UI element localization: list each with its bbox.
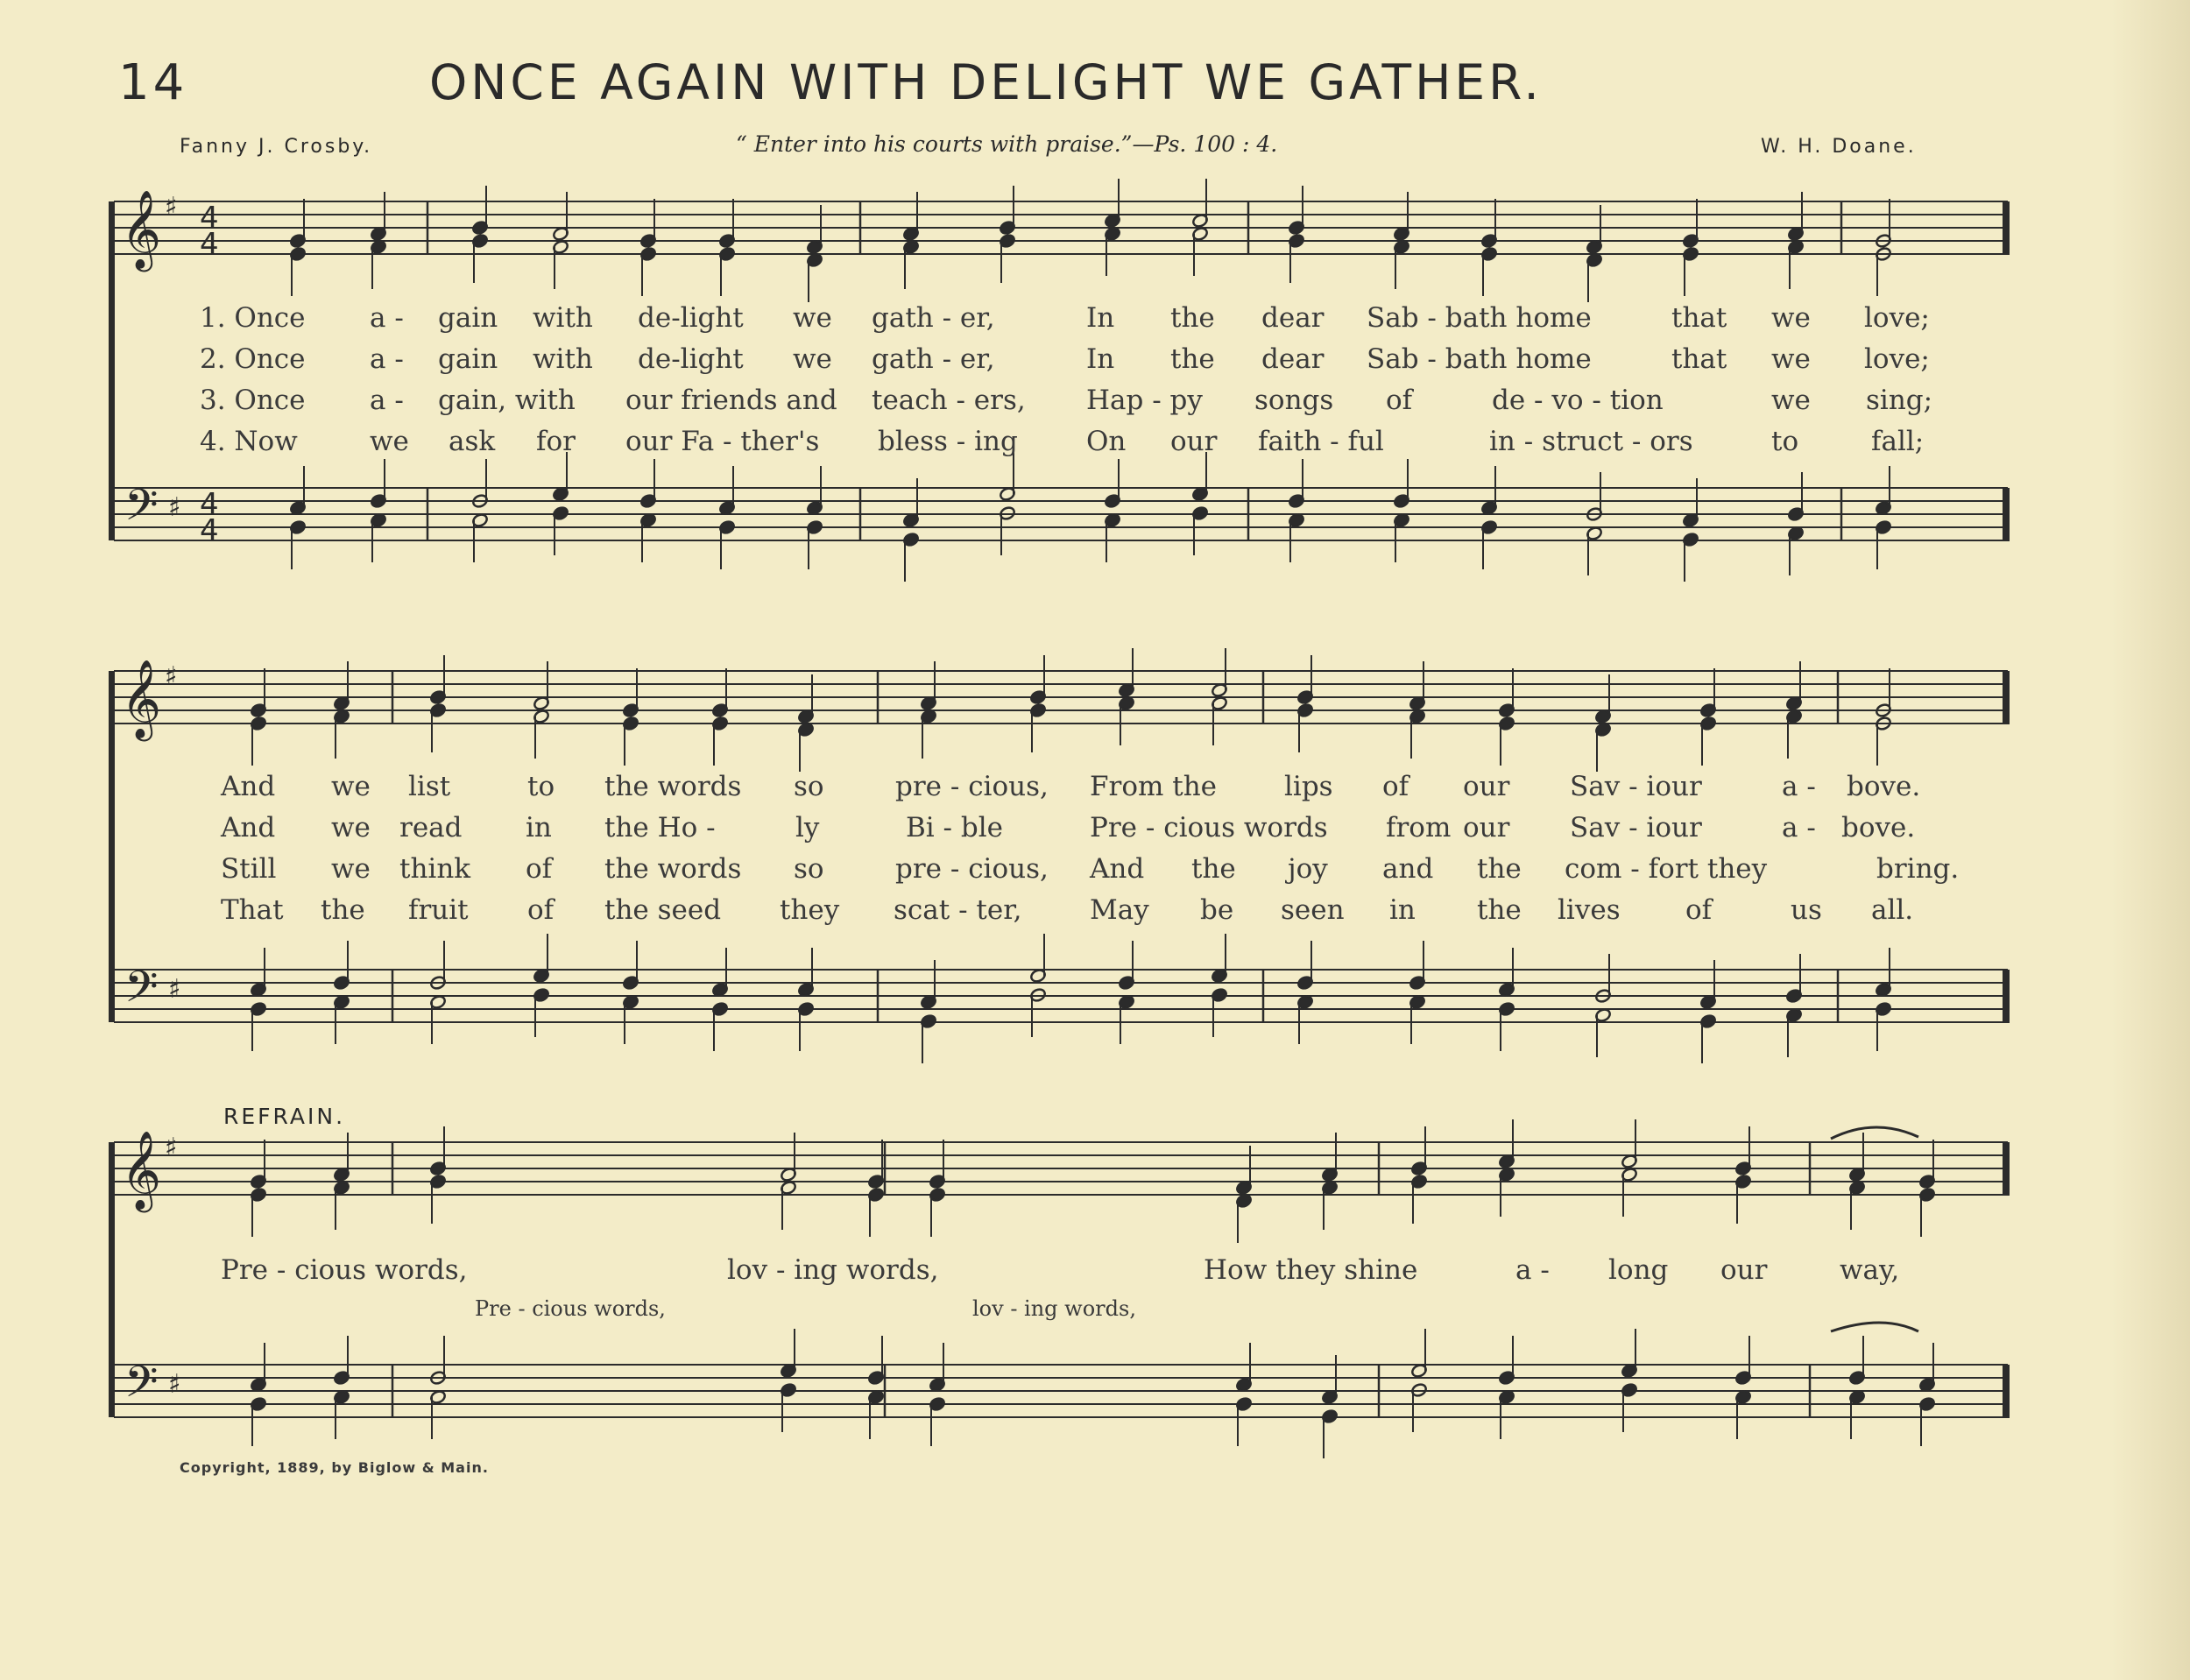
bass-clef-icon: 𝄢 — [124, 962, 159, 1023]
time-signature-icon: 4 — [200, 227, 219, 262]
hymn-title: ONCE AGAIN WITH DELIGHT WE GATHER. — [429, 54, 1543, 110]
treble-clef-icon: 𝄞 — [121, 190, 162, 269]
end-barline — [2003, 1365, 2010, 1418]
sharp-icon: ♯ — [168, 974, 181, 1005]
time-signature-icon: 4 — [200, 201, 219, 236]
end-barline — [2003, 970, 2010, 1023]
composer-credit: W. H. Doane. — [1761, 136, 1917, 158]
sharp-icon: ♯ — [165, 1133, 178, 1163]
lyric-line: Still we think of the words so pre - cious, And the joy and the com - fort they bring. — [221, 853, 1960, 885]
bass-clef-icon: 𝄢 — [124, 480, 159, 541]
sharp-icon: ♯ — [168, 1369, 181, 1400]
end-barline — [2003, 1142, 2010, 1196]
lyric-line: 4. Now we ask for our Fa - ther's bless - ing On our faith - ful in - struct - ors to fall; — [200, 426, 1925, 457]
lyricist-credit: Fanny J. Crosby. — [180, 136, 373, 158]
end-barline — [2003, 488, 2010, 541]
lyric-line: That the fruit of the seed they scat - ter, May be seen in the lives of us all. — [221, 894, 1914, 926]
lyric-line: 1. Once a - gain with de-light we gath - er, In the dear Sab - bath home that we love; — [200, 302, 1930, 334]
lyric-line: 2. Once a - gain with de-light we gath - er, In the dear Sab - bath home that we love; — [200, 343, 1930, 375]
scripture-reference: “ Enter into his courts with praise.”—Ps. 100 : 4. — [736, 131, 1278, 157]
sharp-icon: ♯ — [165, 661, 178, 692]
page-number: 14 — [118, 54, 188, 111]
time-signature-icon: 4 — [200, 513, 219, 548]
lyric-line: And we read in the Ho - ly Bi - ble Pre - cious words from our Sav - iour a - bove. — [221, 812, 1916, 844]
copyright-notice: Copyright, 1889, by Biglow & Main. — [180, 1459, 489, 1476]
refrain-label: REFRAIN. — [223, 1104, 346, 1129]
lyric-line: Pre - cious words, lov - ing words, How they shine a - long our way, — [221, 1254, 1900, 1286]
treble-clef-icon: 𝄞 — [121, 660, 162, 738]
lyric-line: 3. Once a - gain, with our friends and teach - ers, Hap - py songs of de - vo - tion we sing; — [200, 385, 1933, 416]
end-barline — [2003, 671, 2010, 724]
end-barline — [2003, 201, 2010, 255]
sharp-icon: ♯ — [165, 192, 178, 222]
lyric-line: And we list to the words so pre - cious, From the lips of our Sav - iour a - bove. — [221, 771, 1921, 802]
bass-clef-icon: 𝄢 — [124, 1357, 159, 1418]
time-signature-icon: 4 — [200, 487, 219, 522]
treble-clef-icon: 𝄞 — [121, 1131, 162, 1210]
slur — [1831, 1127, 1918, 1139]
sharp-icon: ♯ — [168, 492, 181, 523]
lyric-line: Pre - cious words, lov - ing words, — [475, 1296, 1136, 1321]
